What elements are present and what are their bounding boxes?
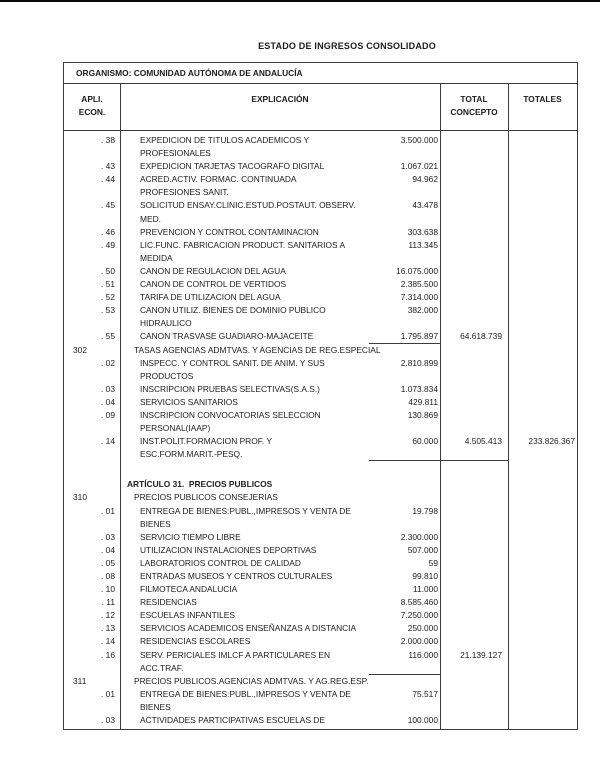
totales-value (508, 622, 577, 635)
total-concepto-value (440, 583, 508, 596)
explicacion-cell (120, 688, 440, 714)
apli-econ-code: . 03 (101, 715, 115, 726)
explicacion-line: ACC.TRAF. (140, 662, 184, 673)
totales-value (508, 160, 577, 173)
amount-value: 7.314.000 (400, 292, 438, 303)
totales-value (508, 409, 577, 435)
totales-value (508, 344, 577, 357)
table-row (64, 409, 577, 435)
apli-econ-code: 302 (73, 344, 87, 355)
explicacion-cell (120, 383, 440, 396)
amount-value: 75.517 (412, 688, 438, 699)
explicacion-line: MEDIDA (140, 252, 173, 263)
table-row (64, 596, 577, 609)
explicacion-line: EXPEDICION TARJETAS TACOGRAFO DIGITAL (140, 161, 325, 172)
amount-value: 250.000 (407, 623, 438, 634)
apli-econ-code (64, 478, 120, 491)
explicacion-cell (120, 583, 440, 596)
explicacion-cell (120, 435, 440, 461)
explicacion-cell (120, 570, 440, 583)
apli-econ-code: . 04 (101, 544, 115, 555)
table-row (64, 330, 577, 343)
total-concepto-value (440, 134, 508, 160)
total-concepto-value: 21.139.127 (460, 649, 502, 660)
explicacion-line: ACTIVIDADES PARTICIPATIVAS ESCUELAS DE (140, 715, 325, 726)
spacer-row (64, 461, 577, 478)
total-concepto-value (440, 265, 508, 278)
total-concepto-value (440, 544, 508, 557)
explicacion-line: ENTREGA DE BIENES:PUBL.,IMPRESOS Y VENTA DE (140, 505, 351, 516)
amount-value: 2.385.500 (400, 279, 438, 290)
explicacion-cell (120, 714, 440, 727)
totales-value (508, 544, 577, 557)
apli-econ-code: . 12 (101, 610, 115, 621)
explicacion-line: INSPECC. Y CONTROL SANIT. DE ANIM. Y SUS (140, 357, 325, 368)
amount-value: 3.500.000 (400, 135, 438, 145)
total-concepto-value (440, 304, 508, 330)
page-title: ESTADO DE INGRESOS CONSOLIDADO (258, 41, 436, 51)
explicacion-cell (120, 304, 440, 330)
table-row (64, 239, 577, 265)
explicacion-cell (120, 226, 440, 239)
apli-econ-code: . 38 (101, 135, 115, 145)
explicacion-line: SERVICIO TIEMPO LIBRE (140, 531, 241, 542)
total-concepto-value (440, 596, 508, 609)
amount-value: 1.073.834 (400, 383, 438, 394)
explicacion-cell (120, 505, 440, 531)
apli-econ-code: . 53 (101, 305, 115, 316)
explicacion-line: PRODUCTOS (140, 370, 194, 381)
table-row (64, 688, 577, 714)
totales-label: TOTALES (523, 94, 562, 104)
total-concepto-value (440, 239, 508, 265)
column-header-total-concepto (440, 84, 508, 130)
totales-value (508, 531, 577, 544)
table-row (64, 383, 577, 396)
totales-value (508, 491, 577, 504)
column-header-apli-econ (64, 84, 120, 130)
explicacion-cell (120, 478, 440, 491)
totales-value (508, 278, 577, 291)
explicacion-cell (120, 173, 440, 199)
total-concepto-value (440, 557, 508, 570)
total-concepto-value (440, 635, 508, 648)
explicacion-line: ACRED.ACTIV. FORMAC. CONTINUADA (140, 174, 297, 185)
table-row (64, 622, 577, 635)
totales-value (508, 291, 577, 304)
explicacion-line: ARTÍCULO 31. PRECIOS PUBLICOS (127, 479, 273, 490)
apli-econ-code: . 52 (101, 292, 115, 303)
totales-value (508, 173, 577, 199)
explicacion-cell (120, 396, 440, 409)
explicacion-cell (120, 239, 440, 265)
table-row (64, 396, 577, 409)
apli-econ-code: . 03 (101, 383, 115, 394)
totales-value (508, 199, 577, 225)
column-header-explicacion (120, 84, 440, 130)
explicacion-line: UTILIZACION INSTALACIONES DEPORTIVAS (140, 544, 317, 555)
amount-value: 100.000 (407, 715, 438, 726)
table-row (64, 531, 577, 544)
explicacion-line: SERV. PERICIALES IMLCF A PARTICULARES EN (140, 649, 331, 660)
apli-econ-code: . 01 (101, 505, 115, 516)
explicacion-cell (120, 199, 440, 225)
amount-value: 59 (428, 557, 438, 568)
table-row (64, 291, 577, 304)
table-row (64, 265, 577, 278)
table-row (64, 635, 577, 648)
explicacion-line: TARIFA DE UTILIZACION DEL AGUA (140, 292, 281, 303)
amount-value: 16.075.000 (396, 265, 438, 276)
ingresos-table (63, 62, 578, 730)
concepto-label-line1: TOTAL (460, 94, 488, 104)
table-row (64, 435, 577, 461)
totales-value (508, 330, 577, 343)
articulo-row (64, 478, 577, 491)
concepto-label-line2: CONCEPTO (450, 107, 498, 117)
table-row (64, 226, 577, 239)
explicacion-line: CANON TRASVASE GUADIARO-MAJACEITE (140, 331, 314, 342)
table-row (64, 173, 577, 199)
apli-econ-code: . 45 (101, 200, 115, 211)
explicacion-line: LABORATORIOS CONTROL DE CALIDAD (140, 557, 301, 568)
amount-value: 60.000 (412, 436, 438, 447)
table-row (64, 505, 577, 531)
explicacion-cell (120, 278, 440, 291)
total-concepto-value (440, 199, 508, 225)
scan-edge-artifact (0, 0, 600, 2)
total-concepto-value (440, 505, 508, 531)
apli-econ-code: . 03 (101, 531, 115, 542)
amount-value: 43.478 (412, 200, 438, 211)
total-concepto-value (440, 491, 508, 504)
explicacion-line: SOLICITUD ENSAY.CLINIC.ESTUD.POSTAUT. OBSERV. (140, 200, 356, 211)
apli-econ-code: . 16 (101, 649, 115, 660)
table-row (64, 344, 577, 357)
explicacion-cell (120, 544, 440, 557)
table-row (64, 583, 577, 596)
table-row (64, 557, 577, 570)
explicacion-line: SERVICIOS ACADEMICOS ENSEÑANZAS A DISTANCIA (140, 623, 357, 634)
explicacion-line: CANON UTILIZ. BIENES DE DOMINIO PUBLICO (140, 305, 326, 316)
total-concepto-value (440, 622, 508, 635)
explicacion-label: EXPLICACIÓN (251, 94, 309, 104)
apli-econ-code: . 05 (101, 557, 115, 568)
apli-econ-code: . 11 (101, 597, 115, 608)
explicacion-cell (120, 635, 440, 648)
explicacion-line: SERVICIOS SANITARIOS (140, 396, 238, 407)
totales-value (508, 635, 577, 648)
explicacion-line: PERSONAL(IAAP) (140, 423, 211, 434)
apli-econ-code: . 04 (101, 396, 115, 407)
amount-value: 113.345 (408, 239, 438, 250)
amount-value: 2.300.000 (400, 531, 438, 542)
column-divider-totales (508, 84, 509, 729)
column-divider-apli (120, 84, 121, 729)
total-concepto-value (440, 609, 508, 622)
amount-value: 19.798 (412, 505, 438, 516)
total-concepto-value (440, 409, 508, 435)
explicacion-line: PREVENCION Y CONTROL CONTAMINACION (140, 226, 319, 237)
explicacion-line: EXPEDICION DE TITULOS ACADEMICOS Y (140, 135, 310, 145)
apli-econ-code: . 10 (101, 584, 115, 595)
explicacion-line: LIC.FUNC. FABRICACION PRODUCT. SANITARIOS A (140, 239, 346, 250)
explicacion-cell (120, 675, 440, 688)
explicacion-cell (120, 596, 440, 609)
amount-value: 1.067.021 (400, 161, 438, 172)
explicacion-line: INSCRIPCION CONVOCATORIAS SELECCION (140, 409, 321, 420)
column-headers (64, 84, 577, 131)
explicacion-line: TASAS AGENCIAS ADMTVAS. Y AGENCIAS DE REG.ESPECIAL (134, 344, 381, 355)
column-header-totales (508, 84, 577, 130)
table-row (64, 134, 577, 160)
apli-econ-code: . 02 (101, 357, 115, 368)
totales-value (508, 570, 577, 583)
explicacion-cell (120, 531, 440, 544)
table-row (64, 544, 577, 557)
total-concepto-value (440, 291, 508, 304)
table-row (64, 199, 577, 225)
explicacion-cell (120, 357, 440, 383)
explicacion-cell (120, 409, 440, 435)
apli-econ-code: . 44 (101, 174, 115, 185)
explicacion-line: PRECIOS PUBLICOS CONSEJERIAS (134, 492, 278, 503)
table-row (64, 714, 577, 727)
apli-econ-code: . 14 (101, 436, 115, 447)
explicacion-cell (120, 265, 440, 278)
apli-label-line1: APLI. (81, 94, 103, 104)
totales-value (508, 688, 577, 714)
explicacion-line: ENTREGA DE BIENES:PUBL.,IMPRESOS Y VENTA DE (140, 688, 351, 699)
total-concepto-value: 4.505.413 (464, 436, 502, 447)
apli-econ-code: . 51 (101, 279, 115, 290)
amount-value: 303.638 (407, 226, 438, 237)
total-concepto-value (440, 383, 508, 396)
explicacion-cell (120, 491, 440, 504)
column-divider-concepto (440, 84, 441, 729)
amount-value: 11.000 (413, 584, 438, 595)
explicacion-line: PROFESIONALES (140, 148, 211, 159)
total-concepto-value (440, 173, 508, 199)
apli-econ-code: . 14 (101, 636, 115, 647)
total-concepto-value (440, 396, 508, 409)
table-row (64, 491, 577, 504)
apli-econ-code: 310 (73, 492, 87, 503)
amount-value: 130.869 (407, 409, 438, 420)
total-concepto-value (440, 278, 508, 291)
explicacion-cell (120, 557, 440, 570)
totales-value (508, 304, 577, 330)
amount-value: 1.795.897 (400, 331, 438, 342)
total-concepto-value (440, 226, 508, 239)
total-concepto-value (440, 570, 508, 583)
explicacion-line: INSCRIPCION PRUEBAS SELECTIVAS(S.A.S.) (140, 383, 320, 394)
explicacion-line: BIENES (140, 701, 171, 712)
apli-label-line2: ECON. (78, 107, 106, 117)
organismo-header: ORGANISMO: COMUNIDAD AUTÓNOMA DE ANDALUCÍA (64, 63, 577, 84)
amount-value: 116.000 (408, 649, 438, 660)
explicacion-line: PROFESIONES SANIT. (140, 187, 229, 198)
totales-value (508, 478, 577, 491)
explicacion-cell (120, 134, 440, 160)
table-row (64, 357, 577, 383)
totales-value: 233.826.367 (528, 436, 575, 447)
totales-value (508, 714, 577, 727)
total-concepto-value (440, 531, 508, 544)
totales-value (508, 357, 577, 383)
apli-econ-code: . 55 (101, 331, 115, 342)
explicacion-line: FILMOTECA ANDALUCIA (140, 584, 238, 595)
amount-value: 507.000 (407, 544, 438, 555)
explicacion-cell (120, 160, 440, 173)
apli-econ-code: . 01 (101, 688, 115, 699)
explicacion-line: CANON DE CONTROL DE VERTIDOS (140, 279, 287, 290)
table-body (64, 131, 577, 729)
table-row (64, 609, 577, 622)
totales-value (508, 396, 577, 409)
explicacion-line: BIENES (140, 518, 171, 529)
explicacion-cell (120, 622, 440, 635)
explicacion-line: PRECIOS PUBLICOS.AGENCIAS ADMTVAS. Y AG.REG.ESP. (134, 675, 369, 686)
table-row (64, 160, 577, 173)
totales-value (508, 226, 577, 239)
explicacion-line: ENTRADAS MUSEOS Y CENTROS CULTURALES (140, 571, 333, 581)
totales-value (508, 583, 577, 596)
total-concepto-value (440, 688, 508, 714)
total-concepto-value: 64.618.739 (460, 331, 502, 342)
amount-value: 8.585.460 (400, 597, 438, 608)
apli-econ-code: . 13 (101, 623, 115, 634)
explicacion-line: RESIDENCIAS (140, 597, 197, 608)
subtotal-rule (369, 460, 508, 461)
amount-value: 2.810.899 (400, 357, 438, 368)
explicacion-cell (120, 649, 440, 675)
totales-value (508, 596, 577, 609)
apli-econ-code: . 46 (101, 226, 115, 237)
totales-value (508, 609, 577, 622)
explicacion-line: HIDRAULICO (140, 318, 192, 329)
total-concepto-value (440, 344, 508, 357)
apli-econ-code: 311 (73, 675, 87, 686)
explicacion-line: ESCUELAS INFANTILES (140, 610, 235, 621)
apli-econ-code: . 50 (101, 265, 115, 276)
amount-value: 382.000 (407, 305, 438, 316)
table-row (64, 649, 577, 675)
table-row (64, 675, 577, 688)
total-concepto-value (440, 714, 508, 727)
explicacion-line: ESC.FORM.MARIT.-PESQ. (140, 449, 243, 460)
explicacion-line: MED. (140, 213, 161, 224)
total-concepto-value (440, 357, 508, 383)
explicacion-line: CANON DE REGULACION DEL AGUA (140, 265, 286, 276)
apli-econ-code: . 09 (101, 409, 115, 420)
explicacion-cell (120, 291, 440, 304)
explicacion-cell (120, 344, 440, 357)
apli-econ-code: . 08 (101, 571, 115, 581)
amount-value: 2.000.000 (400, 636, 438, 647)
total-concepto-value (440, 675, 508, 688)
totales-value (508, 383, 577, 396)
apli-econ-code: . 43 (101, 161, 115, 172)
table-row (64, 570, 577, 583)
explicacion-line: INST.POLIT.FORMACION PROF. Y (140, 436, 272, 447)
totales-value (508, 557, 577, 570)
totales-value (508, 134, 577, 160)
amount-value: 99.810 (412, 571, 438, 581)
totales-value (508, 675, 577, 688)
totales-value (508, 239, 577, 265)
apli-econ-code: . 49 (101, 239, 115, 250)
amount-value: 429.811 (408, 396, 438, 407)
total-concepto-value (440, 478, 508, 491)
amount-value: 94.962 (412, 174, 438, 185)
explicacion-line: RESIDENCIAS ESCOLARES (140, 636, 251, 647)
totales-value (508, 265, 577, 278)
table-row (64, 304, 577, 330)
total-concepto-value (440, 160, 508, 173)
explicacion-cell (120, 609, 440, 622)
totales-value (508, 505, 577, 531)
amount-value: 7.250.000 (400, 610, 438, 621)
table-row (64, 278, 577, 291)
totales-value (508, 649, 577, 675)
